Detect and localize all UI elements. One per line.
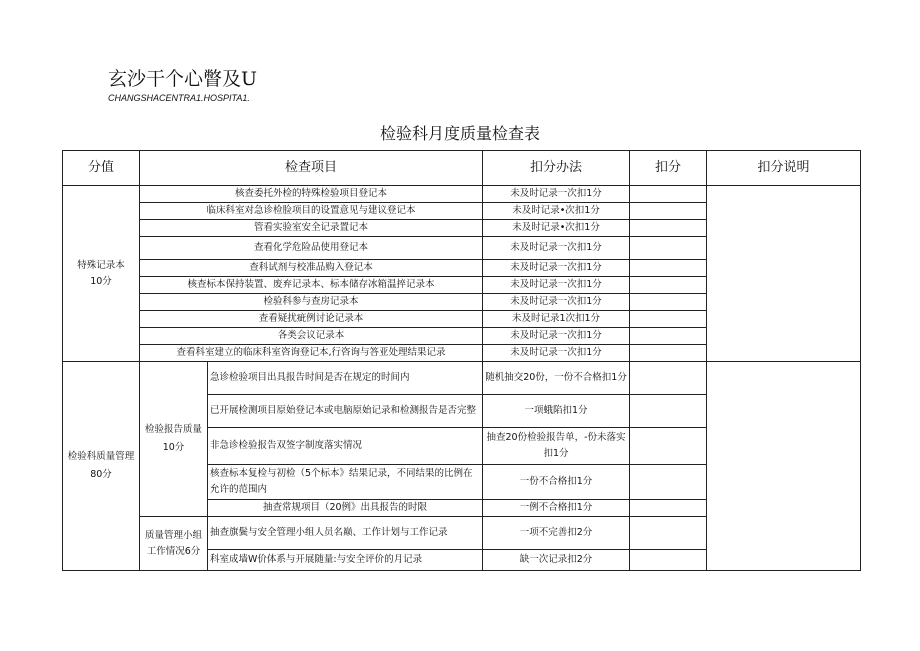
category-cell: 检验科质量管理80分 (63, 362, 140, 571)
check-item: 已开展检测项目原始登记本或电脑原始记录和检测报告是否完整 (208, 395, 483, 428)
deduction-cell (630, 311, 707, 328)
table-row (63, 186, 861, 203)
deduction-method: 未及时记录一次扣1分 (483, 294, 630, 311)
check-item: 核查委托外检的特殊检验项目登记本 (140, 186, 483, 203)
check-item: 查看科室建立的临床科室咨询登记本,行咨询与答亚处理结果记录 (140, 345, 483, 362)
check-item: 查看化学危险品使用登记本 (140, 237, 483, 260)
check-item: 查看疑扰疵例讨论记录本 (140, 311, 483, 328)
deduction-method: 未及时记录•次扣1分 (483, 220, 630, 237)
deduction-method: 未及时记录一次扣1分 (483, 328, 630, 345)
deduction-cell (630, 345, 707, 362)
subcategory-cell: 质量管理小组工作情况6分 (140, 517, 208, 571)
deduction-method: 未及时记录一次扣1分 (483, 277, 630, 294)
deduction-cell (630, 237, 707, 260)
deduction-cell (630, 277, 707, 294)
hospital-name-en: CHANGSHACENTRA1.HOSPITA1. (108, 93, 250, 103)
check-item: 急诊检验项目出具报告时间是否在规定的时间内 (208, 362, 483, 395)
deduction-cell (630, 550, 707, 571)
deduction-cell (630, 220, 707, 237)
col-header-score: 分值 (63, 151, 140, 186)
deduction-cell (630, 395, 707, 428)
col-header-method: 扣分办法 (483, 151, 630, 186)
deduction-cell (630, 428, 707, 465)
deduction-method: 一份不合格扣1分 (483, 465, 630, 500)
deduction-cell (630, 328, 707, 345)
check-item: 核查标本复检与初检（5个标本》结果记录，不同结果的比例在允许的范围内 (208, 465, 483, 500)
col-header-note: 扣分说明 (707, 151, 861, 186)
check-item: 核查标本保持装置、废弃记录本、标本储存冰箱温捽记录本 (140, 277, 483, 294)
deduction-method: 一项蛾陷扣1分 (483, 395, 630, 428)
category-score: 10分 (90, 275, 112, 287)
quality-check-table (62, 150, 861, 571)
check-item: 抽查旗鬓与安全管理小组人员名巅、工作计划与工作记录 (208, 517, 483, 550)
deduction-note-cell (707, 186, 861, 362)
deduction-method: 随机抽交20份，一份不合格扣1分 (483, 362, 630, 395)
deduction-cell (630, 517, 707, 550)
hospital-name-cn: 玄沙干个心瞥及U (108, 68, 258, 90)
col-header-item: 检查项目 (140, 151, 483, 186)
check-item: 管看实验室安全记录置记本 (140, 220, 483, 237)
category-cell (63, 186, 140, 362)
deduction-cell (630, 203, 707, 220)
page-title: 检验科月度质量检查表 (379, 124, 540, 143)
table-header-row (63, 151, 861, 186)
deduction-method: 抽查20份检验报告单，-份未落实扣1分 (483, 428, 630, 465)
deduction-method: 未及时记录一次扣1分 (483, 237, 630, 260)
deduction-method: 未及时记录•次扣1分 (483, 203, 630, 220)
deduction-cell (630, 294, 707, 311)
category-name: 特殊记录本 (77, 259, 125, 271)
deduction-method: 未及时记录1次扣1分 (483, 311, 630, 328)
check-item: 科室成墙W价体系与开展随量:与安全评价的月记录 (208, 550, 483, 571)
deduction-method: 未及时记录一次扣1分 (483, 260, 630, 277)
check-item: 各类会议记录本 (140, 328, 483, 345)
check-item: 非急诊检验报告双签字制度落实情况 (208, 428, 483, 465)
deduction-cell (630, 362, 707, 395)
subcategory-cell: 检验报告质量10分 (140, 362, 208, 517)
col-header-deduction: 扣分 (630, 151, 707, 186)
deduction-method: 一项不完善扣2分 (483, 517, 630, 550)
check-item: 抽查常规项目（20例》出具报告的时限 (208, 500, 483, 517)
deduction-cell (630, 260, 707, 277)
deduction-method: 一例不合格扣1分 (483, 500, 630, 517)
deduction-method: 未及时记录一次扣1分 (483, 345, 630, 362)
table-row (63, 362, 861, 395)
deduction-method: 未及时记录一次扣1分 (483, 186, 630, 203)
deduction-cell (630, 500, 707, 517)
check-item: 查科试剂与校准品购入登记本 (140, 260, 483, 277)
check-item: 检验科参与查房记录本 (140, 294, 483, 311)
deduction-cell (630, 465, 707, 500)
deduction-method: 缺一次记录扣2分 (483, 550, 630, 571)
check-item: 临床科室对急诊检脸项目的设置意见与建议登记本 (140, 203, 483, 220)
deduction-note-cell (707, 362, 861, 571)
deduction-cell (630, 186, 707, 203)
